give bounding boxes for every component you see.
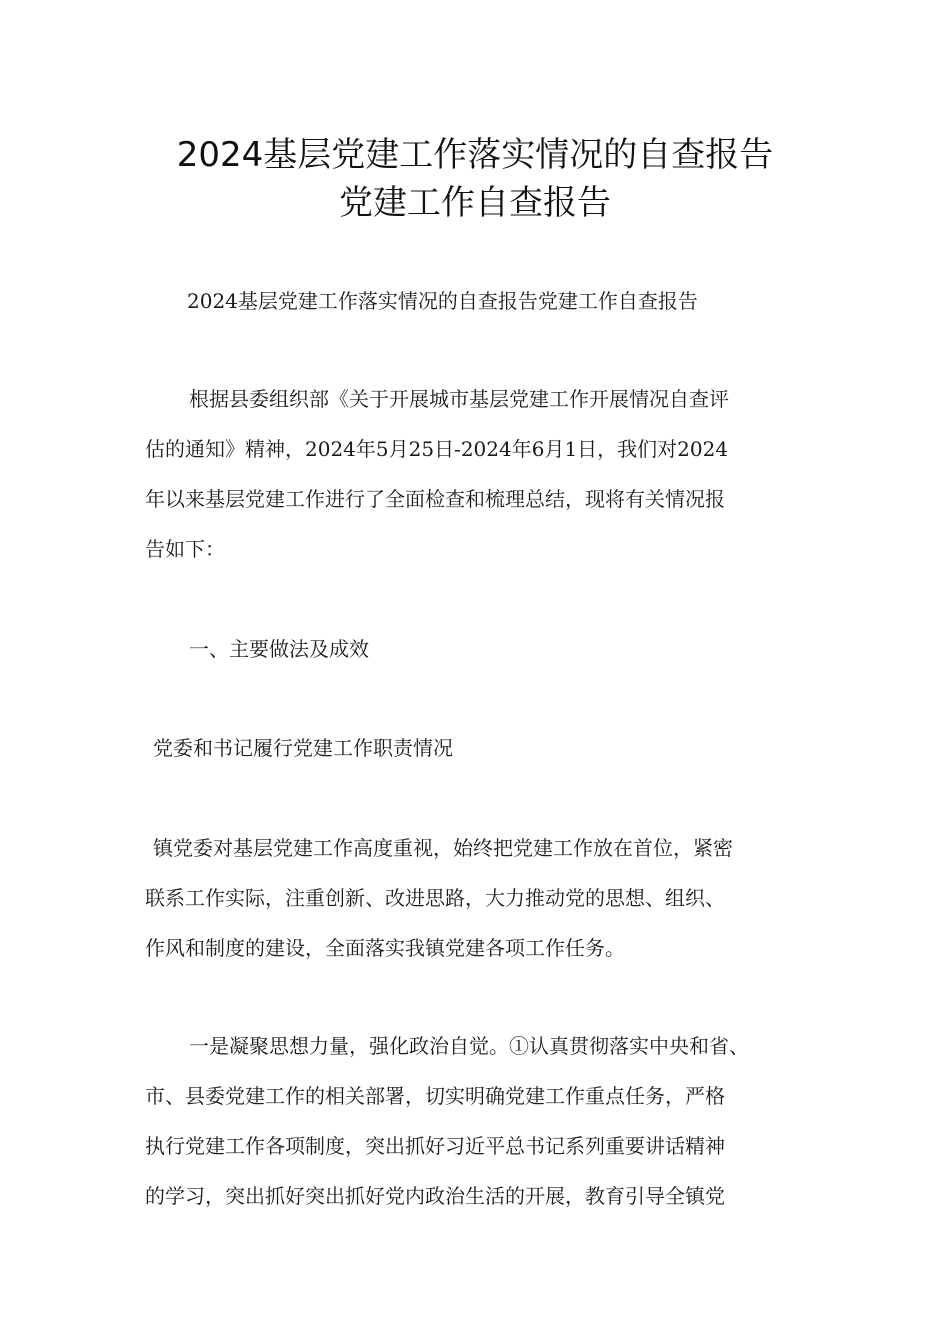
- paragraph-line: 执行党建工作各项制度，突出抓好习近平总书记系列重要讲话精神: [145, 1134, 725, 1158]
- paragraph-line: 一是凝聚思想力量，强化政治自觉。①认真贯彻落实中央和省、: [189, 1034, 749, 1058]
- paragraph-line: 的学习，突出抓好突出抓好党内政治生活的开展，教育引导全镇党: [145, 1184, 725, 1208]
- document-title-line-1: 2024基层党建工作落实情况的自查报告: [176, 135, 774, 175]
- intro-line: 告如下：: [145, 537, 225, 561]
- document-title-line-2: 党建工作自查报告: [339, 183, 611, 223]
- sub-heading: 党委和书记履行党建工作职责情况: [153, 736, 453, 760]
- intro-line: 根据县委组织部《关于开展城市基层党建工作开展情况自查评: [189, 387, 729, 411]
- paragraph-line: 作风和制度的建设，全面落实我镇党建各项工作任务。: [145, 936, 625, 960]
- paragraph-line: 镇党委对基层党建工作高度重视，始终把党建工作放在首位，紧密: [153, 836, 733, 860]
- paragraph-line: 市、县委党建工作的相关部署，切实明确党建工作重点任务，严格: [145, 1084, 725, 1108]
- intro-line: 估的通知》精神，2024年5月25日-2024年6月1日，我们对2024: [145, 437, 729, 461]
- paragraph-line: 联系工作实际，注重创新、改进思路，大力推动党的思想、组织、: [145, 886, 725, 910]
- document-subtitle: 2024基层党建工作落实情况的自查报告党建工作自查报告: [187, 289, 698, 313]
- section-heading: 一、主要做法及成效: [189, 637, 369, 661]
- intro-line: 年以来基层党建工作进行了全面检查和梳理总结，现将有关情况报: [145, 487, 725, 511]
